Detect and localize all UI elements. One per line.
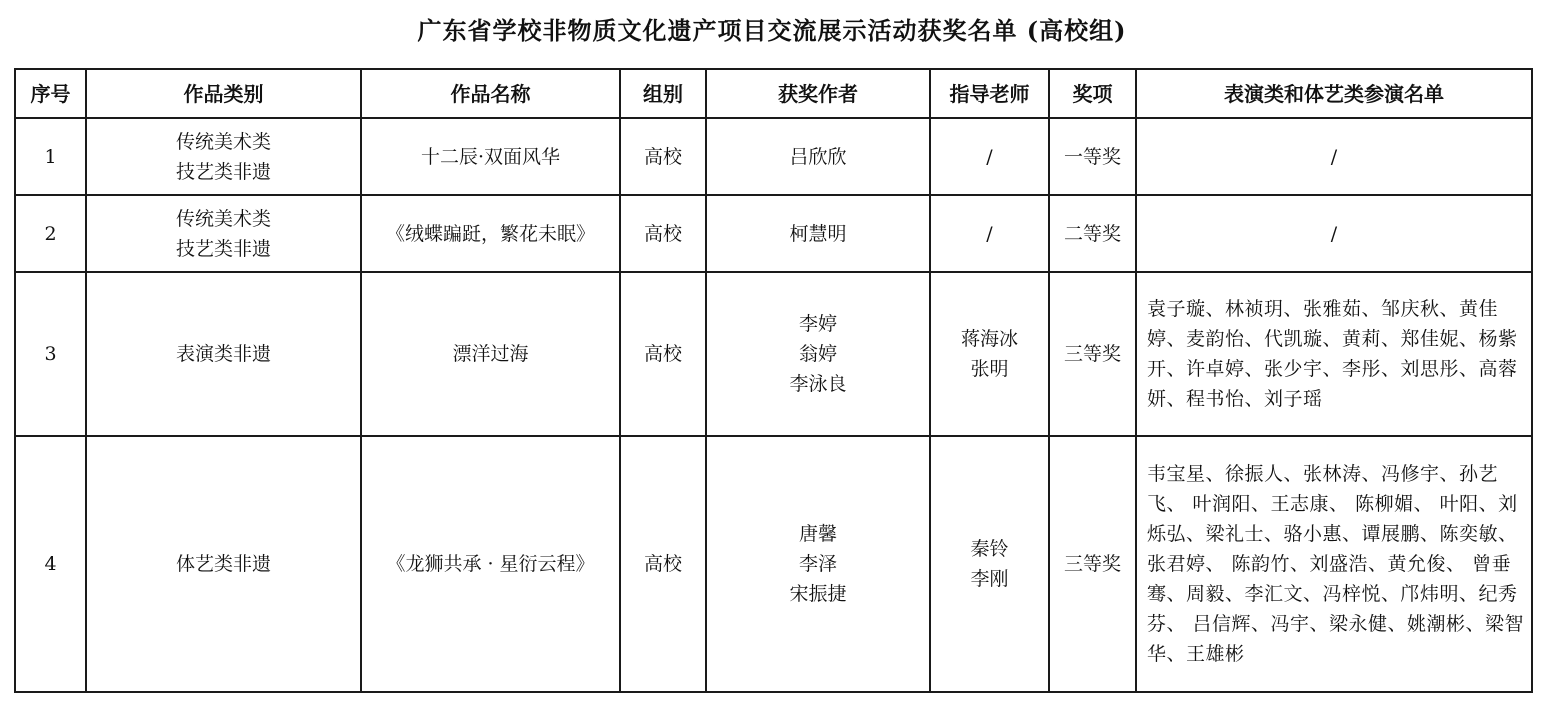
awards-table bbox=[14, 68, 1533, 693]
header-cast: 表演类和体艺类参演名单 bbox=[1136, 69, 1532, 118]
cell-group: 高校 bbox=[620, 118, 706, 195]
cell-group: 高校 bbox=[620, 195, 706, 272]
cell-authors: 吕欣欣 bbox=[706, 118, 930, 195]
header-work: 作品名称 bbox=[361, 69, 620, 118]
header-authors: 获奖作者 bbox=[706, 69, 930, 118]
cell-category: 传统美术类 技艺类非遗 bbox=[86, 118, 361, 195]
cell-award: 二等奖 bbox=[1049, 195, 1136, 272]
cell-authors: 柯慧明 bbox=[706, 195, 930, 272]
cell-group: 高校 bbox=[620, 436, 706, 692]
cell-teachers: / bbox=[930, 195, 1049, 272]
cell-no: 1 bbox=[15, 118, 86, 195]
page-title: 广东省学校非物质文化遗产项目交流展示活动获奖名单 (高校组) bbox=[417, 16, 1127, 45]
cell-category: 传统美术类 技艺类非遗 bbox=[86, 195, 361, 272]
cell-cast bbox=[1136, 272, 1532, 436]
table-row bbox=[15, 195, 1532, 272]
cell-work: 《绒蝶蹁跹，繁花未眠》 bbox=[361, 195, 620, 272]
cell-teachers: / bbox=[930, 118, 1049, 195]
cell-cast bbox=[1136, 436, 1532, 692]
cell-no: 4 bbox=[15, 436, 86, 692]
cell-cast: / bbox=[1136, 195, 1532, 272]
cast-list: 韦宝星、徐振人、张林涛、冯修宇、孙艺飞、 叶润阳、王志康、 陈柳媚、 叶阳、刘烁弘、梁礼士、骆小惠、谭展鹏、陈奕敏、张君婷、 陈韵竹、刘盛浩、黄允俊、 曾垂骞、周毅、李汇文、冯梓悦、邝炜明、纪秀芬、 吕信辉、冯宇、梁永健、姚潮彬、梁智华、王雄彬 bbox=[1147, 463, 1525, 665]
cell-award: 三等奖 bbox=[1049, 436, 1136, 692]
table-row bbox=[15, 118, 1532, 195]
cell-work: 十二辰·双面风华 bbox=[361, 118, 620, 195]
cast-list: 袁子璇、林祯玥、张雅茹、邹庆秋、黄佳婷、麦韵怡、代凯璇、黄莉、郑佳妮、杨紫开、许卓婷、张少宇、李彤、刘思彤、高蓉妍、程书怡、刘子瑶 bbox=[1147, 298, 1518, 410]
cell-teachers: 蒋海冰 张明 bbox=[930, 272, 1049, 436]
header-teachers: 指导老师 bbox=[930, 69, 1049, 118]
cell-category: 表演类非遗 bbox=[86, 272, 361, 436]
cell-work: 《龙狮共承 · 星衍云程》 bbox=[361, 436, 620, 692]
cell-no: 2 bbox=[15, 195, 86, 272]
cell-award: 三等奖 bbox=[1049, 272, 1136, 436]
header-category: 作品类别 bbox=[86, 69, 361, 118]
cell-no: 3 bbox=[15, 272, 86, 436]
header-group: 组别 bbox=[620, 69, 706, 118]
table-row bbox=[15, 436, 1532, 692]
cell-teachers: 秦铃 李刚 bbox=[930, 436, 1049, 692]
cell-authors: 李婷 翁婷 李泳良 bbox=[706, 272, 930, 436]
cell-award: 一等奖 bbox=[1049, 118, 1136, 195]
cell-group: 高校 bbox=[620, 272, 706, 436]
table-row bbox=[15, 272, 1532, 436]
cell-work: 漂洋过海 bbox=[361, 272, 620, 436]
header-no: 序号 bbox=[15, 69, 86, 118]
cell-category: 体艺类非遗 bbox=[86, 436, 361, 692]
header-award: 奖项 bbox=[1049, 69, 1136, 118]
header-row bbox=[15, 69, 1532, 118]
cell-cast: / bbox=[1136, 118, 1532, 195]
cell-authors: 唐馨 李泽 宋振捷 bbox=[706, 436, 930, 692]
